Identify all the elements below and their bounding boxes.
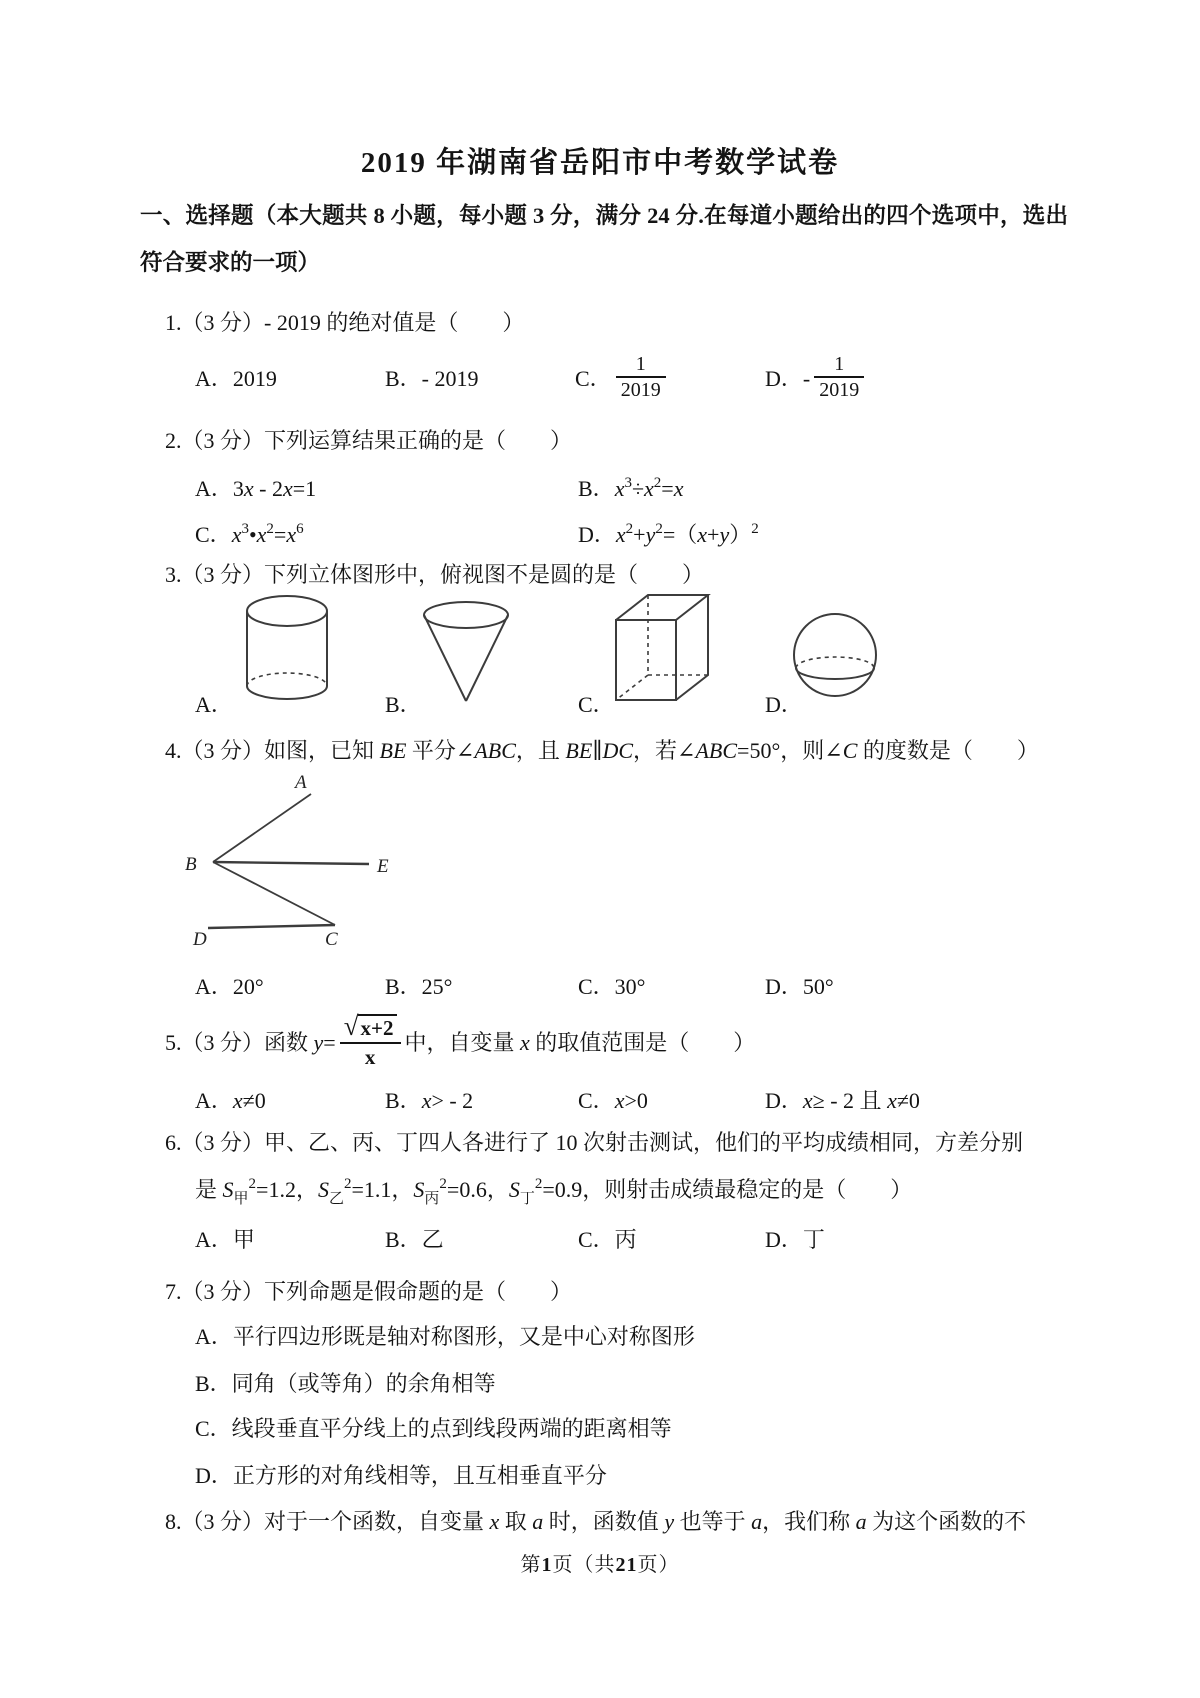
q3-option-d-label: D．	[765, 692, 803, 717]
q3-option-a-label: A．	[195, 692, 233, 717]
figure-label-e: E	[377, 856, 389, 877]
q1-option-b: B．- 2019	[385, 366, 479, 391]
q4-option-b: B．25°	[385, 974, 453, 999]
page-number-footer: 第1页（共21页）	[520, 1554, 680, 1576]
fraction-denominator: x	[340, 1042, 401, 1069]
page-title: 2019 年湖南省岳阳市中考数学试卷	[360, 147, 840, 179]
q3-option-c-label: C．	[578, 692, 615, 717]
angle-figure	[183, 770, 411, 952]
q5-option-c: C．x>0	[578, 1088, 648, 1113]
q2-option-a: A．3x - 2x=1	[195, 476, 317, 501]
q6-stem-line1: 6.（3 分）甲、乙、丙、丁四人各进行了 10 次射击测试，他们的平均成绩相同，方差分别	[165, 1130, 1024, 1155]
q6-option-b: B．乙	[385, 1227, 444, 1252]
q2-option-d: D．$x^2+y^2=(x+y)^2$	[578, 521, 759, 547]
q5-stem	[165, 1005, 755, 1077]
q3-option-b-label: B．	[385, 692, 422, 717]
sqrt-fraction	[340, 1010, 401, 1069]
fraction-denominator: 2019	[814, 376, 864, 402]
radical-sign: √	[343, 1010, 359, 1041]
q6-option-a: A．甲	[195, 1227, 255, 1252]
sphere-icon	[790, 610, 880, 704]
q8-stem: 8.（3 分）对于一个函数，自变量 x 取 a 时，函数值 y 也等于 a，我们称 a 为这个函数的不	[165, 1509, 1027, 1534]
q6-stem-line2: 是 $S_甲^2=1.2$，$S_乙^2=1.1$，$S_丙^2=0.6$，$S_丁^2=0.9$，则射击成绩最稳定的是（ ）	[195, 1176, 913, 1207]
q4-option-c: C．30°	[578, 974, 646, 999]
q7-option-c: C．线段垂直平分线上的点到线段两端的距离相等	[195, 1416, 672, 1441]
q7-option-d: D．正方形的对角线相等，且互相垂直平分	[195, 1463, 607, 1488]
figure-label-a: A	[295, 772, 307, 793]
cone-icon	[418, 600, 514, 704]
q2-stem: 2.（3 分）下列运算结果正确的是（ ）	[165, 428, 573, 453]
q5-stem-prefix: 5.（3 分）函数 y=	[165, 1029, 336, 1055]
q4-stem: 4.（3 分）如图，已知 BE 平分∠ABC，且 BE∥DC，若∠ABC=50°，则∠C 的度数是（ ）	[165, 738, 1039, 763]
q1-option-c	[575, 339, 670, 415]
radicand: x+2	[358, 1014, 397, 1040]
q6-option-c: C．丙	[578, 1227, 637, 1252]
q1-stem: 1.（3 分）- 2019 的绝对值是（ ）	[165, 310, 525, 335]
fraction	[616, 353, 666, 402]
q1-option-d	[765, 339, 868, 415]
q1-option-a: A．2019	[195, 366, 277, 391]
fraction-numerator: 1	[635, 352, 646, 375]
q7-stem: 7.（3 分）下列命题是假命题的是（ ）	[165, 1279, 573, 1304]
q2-option-c: C．$x^3•x^2=x^6$	[195, 521, 304, 547]
fraction-numerator: 1	[834, 352, 845, 375]
q5-option-d: D．x≥ - 2 且 x≠0	[765, 1088, 920, 1113]
q7-option-a: A．平行四边形既是轴对称图形，又是中心对称图形	[195, 1324, 695, 1349]
cuboid-icon	[608, 590, 714, 708]
q2-option-b: B．$x^3\div x^2=x$	[578, 475, 684, 501]
q1-option-c-label: C．	[575, 365, 612, 391]
q6-option-d: D．丁	[765, 1227, 825, 1252]
figure-label-c: C	[325, 929, 338, 950]
q4-option-d: D．50°	[765, 974, 834, 999]
q4-option-a: A．20°	[195, 974, 264, 999]
q5-stem-suffix: 中，自变量 x 的取值范围是（ ）	[404, 1029, 756, 1055]
cylinder-icon	[240, 594, 335, 704]
q1-option-d-label: D．-	[765, 365, 811, 391]
fraction	[814, 353, 864, 402]
figure-label-b: B	[185, 854, 197, 875]
section-heading: 一、选择题（本大题共 8 小题，每小题 3 分，满分 24 分.在每道小题给出的四个选项中，选出符合要求的一项）	[140, 203, 1068, 275]
figure-label-d: D	[193, 929, 207, 950]
q5-option-b: B．x> - 2	[385, 1088, 474, 1113]
q3-stem: 3.（3 分）下列立体图形中，俯视图不是圆的是（ ）	[165, 562, 705, 587]
q7-option-b: B．同角（或等角）的余角相等	[195, 1371, 496, 1396]
fraction-denominator: 2019	[616, 376, 666, 402]
q5-option-a: A．x≠0	[195, 1088, 266, 1113]
